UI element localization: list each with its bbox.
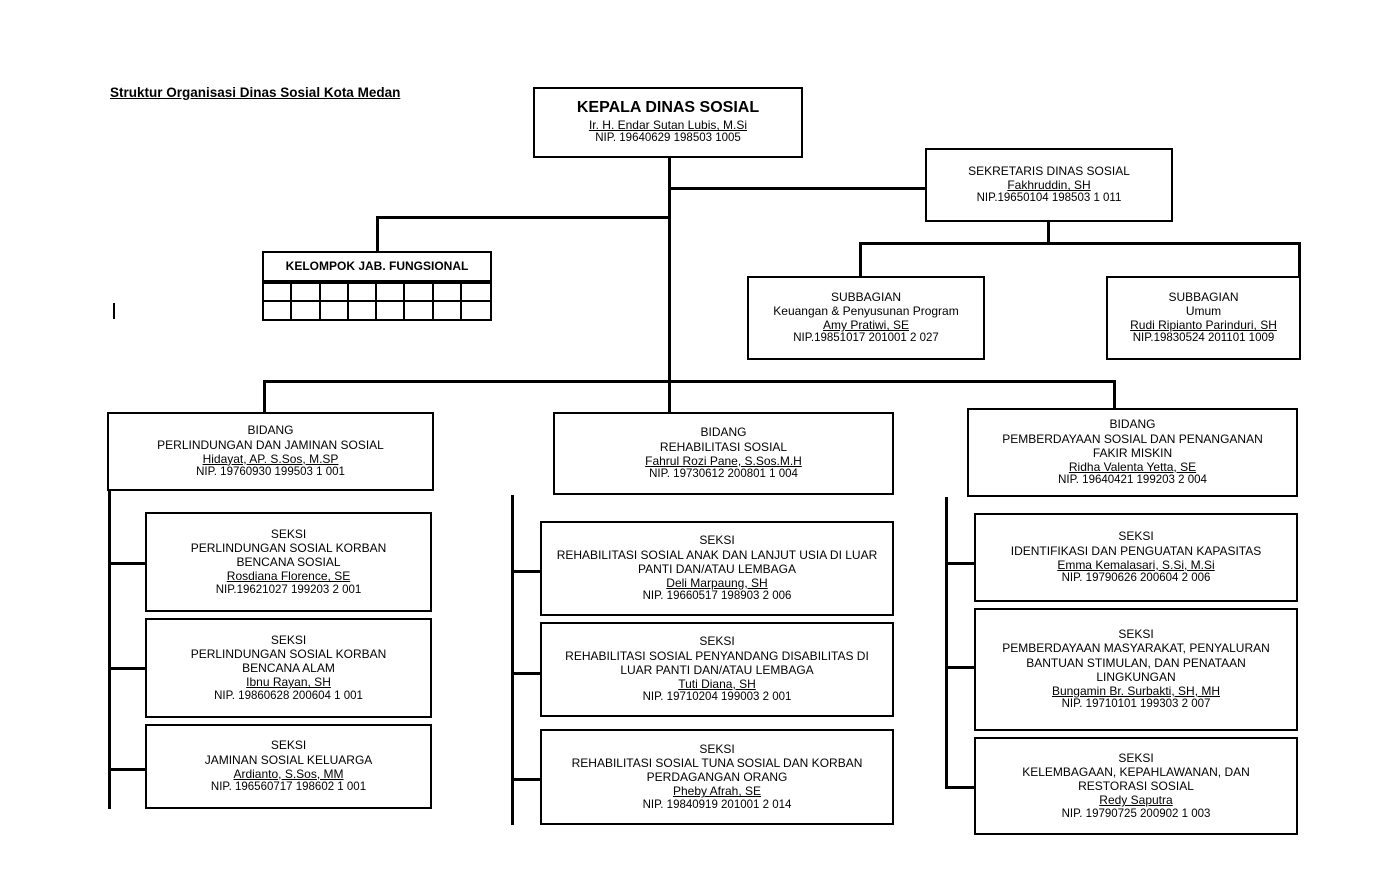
grid-cell xyxy=(462,284,490,302)
node-seksi-a2-line2: PERLINDUNGAN SOSIAL KORBAN xyxy=(190,647,387,662)
connector-c3 xyxy=(945,786,975,789)
connector-sekretaris-stem xyxy=(1047,222,1050,244)
node-seksi-c2-line3: BANTUAN STIMULAN, DAN PENATAAN xyxy=(1026,655,1246,670)
grid-cell xyxy=(462,302,490,320)
node-seksi-b1-line1: SEKSI xyxy=(699,533,735,548)
node-seksi-c2-line4: LINGKUNGAN xyxy=(1096,669,1176,684)
node-seksi-rehab-anak-lansia[interactable] xyxy=(540,521,894,616)
connector-col-b-spine xyxy=(511,495,514,825)
node-subbag-umum-line4: NIP.19830524 201101 1009 xyxy=(1132,332,1275,345)
connector-c1 xyxy=(945,562,975,565)
node-seksi-c1-line4: NIP. 19790626 200604 2 006 xyxy=(1061,571,1211,584)
node-seksi-rehab-disabilitas[interactable] xyxy=(540,622,894,717)
node-subbag-keuangan-line1: SUBBAGIAN xyxy=(830,289,902,304)
node-seksi-c2-line1: SEKSI xyxy=(1118,627,1154,642)
node-seksi-perlindungan-bencana-sosial[interactable] xyxy=(145,512,432,612)
node-seksi-b3-line2: REHABILITASI SOSIAL TUNA SOSIAL DAN KORBAN xyxy=(571,756,863,771)
node-kepala-line1: KEPALA DINAS SOSIAL xyxy=(576,99,760,117)
grid-cell xyxy=(405,284,433,302)
node-subbag-umum-line3: Rudi Ripianto Parinduri, SH xyxy=(1130,318,1277,333)
node-kepala-line2: Ir. H. Endar Sutan Lubis, M.Si xyxy=(588,118,748,133)
node-seksi-a3-line1: SEKSI xyxy=(270,738,307,753)
node-seksi-b1-line5: NIP. 19660517 198903 2 006 xyxy=(642,590,792,603)
grid-cell xyxy=(434,302,462,320)
node-bidang-a-line3: Hidayat, AP. S.Sos, M.SP xyxy=(202,451,339,466)
node-fungsional-line1: KELOMPOK JAB. FUNGSIONAL xyxy=(285,259,469,274)
node-seksi-b2-line5: NIP. 19710204 199003 2 001 xyxy=(642,691,792,704)
stray-tick-mark xyxy=(113,303,115,319)
node-seksi-b3-line3: PERDAGANGAN ORANG xyxy=(646,770,788,785)
grid-cell xyxy=(321,284,349,302)
node-bidang-c-line1: BIDANG xyxy=(1109,417,1156,432)
node-bidang-c-line4: Ridha Valenta Yetta, SE xyxy=(1068,459,1197,474)
connector-col-a-spine xyxy=(108,491,111,809)
fungsional-grid xyxy=(262,282,492,321)
node-bidang-c-line3: FAKIR MISKIN xyxy=(1092,445,1173,460)
connector-kepala-fungsional xyxy=(376,216,670,219)
grid-cell xyxy=(377,302,405,320)
node-seksi-b2-line4: Tuti Diana, SH xyxy=(678,676,756,691)
grid-cell xyxy=(377,284,405,302)
node-seksi-b1-line4: Deli Marpaung, SH xyxy=(666,575,768,590)
connector-kepala-sekretaris xyxy=(668,187,933,190)
grid-cell xyxy=(264,284,292,302)
node-kepala-dinas[interactable] xyxy=(533,87,803,158)
node-seksi-a3-line4: NIP. 196560717 198602 1 001 xyxy=(210,780,367,793)
node-seksi-b2-line2: REHABILITASI SOSIAL PENYANDANG DISABILITAS DI xyxy=(565,648,869,663)
connector-a2 xyxy=(108,667,146,670)
node-seksi-jaminan-sosial-keluarga[interactable] xyxy=(145,724,432,809)
node-bidang-b-line3: Fahrul Rozi Pane, S.Sos.M.H xyxy=(645,453,802,468)
node-seksi-a1-line2: PERLINDUNGAN SOSIAL KORBAN xyxy=(190,541,387,556)
node-seksi-c1-line1: SEKSI xyxy=(1118,529,1154,544)
node-seksi-c3-line2: KELEMBAGAAN, KEPAHLAWANAN, DAN xyxy=(1022,765,1250,780)
grid-cell xyxy=(321,302,349,320)
grid-cell xyxy=(292,284,320,302)
node-seksi-b3-line1: SEKSI xyxy=(699,741,735,756)
connector-subbag-bus xyxy=(859,242,1301,245)
node-seksi-c2-line6: NIP. 19710101 199303 2 007 xyxy=(1061,698,1211,711)
connector-subbag-umum-drop xyxy=(1298,242,1301,276)
node-seksi-a2-line5: NIP. 19860628 200604 1 001 xyxy=(214,689,363,702)
node-bidang-a-line4: NIP. 19760930 199503 1 001 xyxy=(196,465,345,478)
grid-cell xyxy=(264,302,292,320)
connector-a3 xyxy=(108,768,146,771)
node-seksi-c1-line2: IDENTIFIKASI DAN PENGUATAN KAPASITAS xyxy=(1010,543,1262,558)
node-bidang-a-line2: PERLINDUNGAN DAN JAMINAN SOSIAL xyxy=(157,437,384,452)
connector-bidang-b-drop xyxy=(668,380,671,412)
node-seksi-b2-line1: SEKSI xyxy=(699,634,735,649)
connector-bidang-a-drop xyxy=(263,380,266,412)
node-seksi-c3-line5: NIP. 19790725 200902 1 003 xyxy=(1061,807,1211,820)
grid-cell xyxy=(349,284,377,302)
node-seksi-c1-line3: Emma Kemalasari, S.Si, M.Si xyxy=(1057,557,1215,572)
node-sekretaris[interactable] xyxy=(925,148,1173,222)
node-seksi-a1-line4: Rosdiana Florence, SE xyxy=(226,569,351,584)
connector-b3 xyxy=(511,778,541,781)
node-bidang-c-line2: PEMBERDAYAAN SOSIAL DAN PENANGANAN xyxy=(1002,431,1263,446)
node-seksi-perlindungan-bencana-alam[interactable] xyxy=(145,618,432,718)
node-subbag-keuangan-line3: Amy Pratiwi, SE xyxy=(822,318,909,333)
grid-cell xyxy=(349,302,377,320)
node-sekretaris-line3: NIP.19650104 198503 1 011 xyxy=(976,192,1122,205)
node-seksi-a1-line3: BENCANA SOSIAL xyxy=(236,555,341,570)
node-seksi-b3-line5: NIP. 19840919 201001 2 014 xyxy=(642,798,792,811)
node-seksi-c3-line1: SEKSI xyxy=(1118,750,1154,765)
node-seksi-a3-line2: JAMINAN SOSIAL KELUARGA xyxy=(204,752,373,767)
node-seksi-b3-line4: Pheby Afrah, SE xyxy=(672,784,762,799)
node-seksi-c2-line2: PEMBERDAYAAN MASYARAKAT, PENYALURAN xyxy=(1002,641,1270,656)
grid-cell xyxy=(434,284,462,302)
node-seksi-c3-line3: RESTORASI SOSIAL xyxy=(1078,779,1194,794)
node-subbag-keuangan-line2: Keuangan & Penyusunan Program xyxy=(773,304,959,319)
connector-a1 xyxy=(108,562,146,565)
node-bidang-b-line1: BIDANG xyxy=(700,425,747,440)
node-bidang-pemberdayaan[interactable] xyxy=(967,408,1298,497)
node-seksi-a2-line3: BENCANA ALAM xyxy=(242,661,335,676)
node-subbag-keuangan-line4: NIP.19851017 201001 2 027 xyxy=(793,332,939,345)
node-bidang-perlindungan[interactable] xyxy=(107,412,434,491)
node-subbag-umum-line1: SUBBAGIAN xyxy=(1168,289,1239,304)
node-sekretaris-line2: Fakhruddin, SH xyxy=(1007,178,1091,193)
node-seksi-pemberdayaan-masyarakat[interactable] xyxy=(974,608,1298,731)
node-subbagian-keuangan[interactable] xyxy=(747,276,985,360)
node-seksi-a3-line3: Ardianto, S.Sos, MM xyxy=(233,766,344,781)
node-seksi-b1-line2: REHABILITASI SOSIAL ANAK DAN LANJUT USIA DI LUAR xyxy=(556,547,878,562)
connector-bidang-bus xyxy=(263,380,1116,383)
node-subbagian-umum[interactable] xyxy=(1106,276,1301,360)
connector-kepala-stem xyxy=(668,158,671,383)
node-bidang-c-line5: NIP. 19640421 199203 2 004 xyxy=(1058,474,1207,487)
node-seksi-identifikasi-kapasitas[interactable] xyxy=(974,513,1298,602)
node-seksi-b1-line3: PANTI DAN/ATAU LEMBAGA xyxy=(637,561,797,576)
connector-fungsional-drop xyxy=(376,216,379,251)
node-bidang-a-line1: BIDANG xyxy=(247,423,294,438)
node-seksi-a2-line4: Ibnu Rayan, SH xyxy=(246,675,331,690)
node-seksi-rehab-tuna-sosial[interactable] xyxy=(540,729,894,825)
connector-b1 xyxy=(511,570,541,573)
grid-cell xyxy=(405,302,433,320)
node-kepala-line3: NIP. 19640629 198503 1005 xyxy=(595,132,741,145)
node-subbag-umum-line2: Umum xyxy=(1185,304,1222,319)
connector-b2 xyxy=(511,672,541,675)
page-title: Struktur Organisasi Dinas Sosial Kota Medan xyxy=(110,85,401,100)
connector-subbag-keuangan-drop xyxy=(859,242,862,276)
node-bidang-rehabilitasi[interactable] xyxy=(553,412,894,495)
node-bidang-b-line2: REHABILITASI SOSIAL xyxy=(659,439,788,454)
node-seksi-kelembagaan-kepahlawanan[interactable] xyxy=(974,737,1298,835)
connector-c2 xyxy=(945,666,975,669)
node-bidang-b-line4: NIP. 19730612 200801 1 004 xyxy=(649,467,798,480)
node-seksi-a1-line1: SEKSI xyxy=(270,526,307,541)
grid-cell xyxy=(292,302,320,320)
node-kelompok-jabatan-fungsional[interactable] xyxy=(262,251,492,282)
node-sekretaris-line1: SEKRETARIS DINAS SOSIAL xyxy=(968,164,1130,179)
node-seksi-b2-line3: LUAR PANTI DAN/ATAU LEMBAGA xyxy=(620,662,814,677)
node-seksi-a1-line5: NIP.19621027 199203 2 001 xyxy=(215,583,362,596)
node-seksi-c3-line4: Redy Saputra xyxy=(1099,793,1173,808)
connector-col-c-spine xyxy=(945,497,948,787)
node-seksi-a2-line1: SEKSI xyxy=(270,632,307,647)
node-seksi-c2-line5: Bungamin Br. Surbakti, SH, MH xyxy=(1051,683,1221,698)
